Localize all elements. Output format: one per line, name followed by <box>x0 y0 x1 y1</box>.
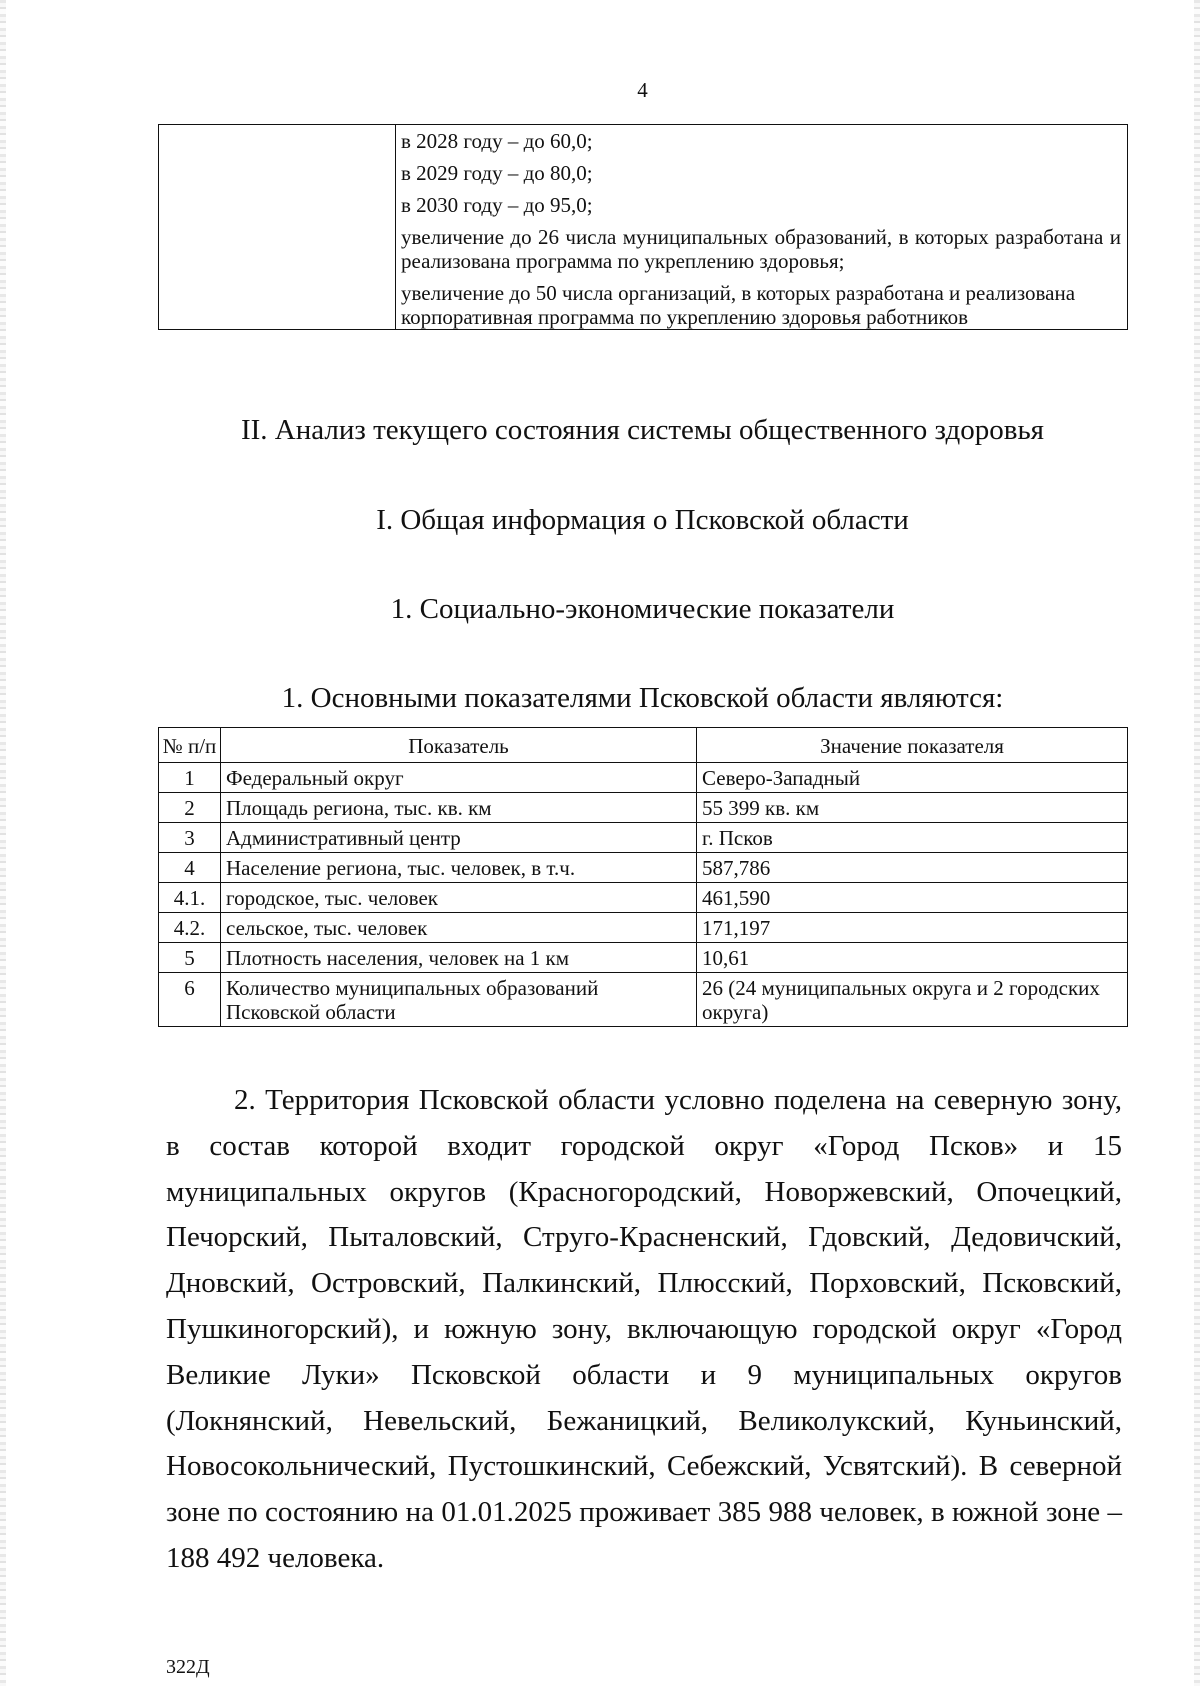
row-indicator: Административный центр <box>221 823 697 853</box>
header-value: Значение показателя <box>697 728 1128 763</box>
row-value: г. Псков <box>697 823 1128 853</box>
table-row <box>159 943 1128 973</box>
part-heading: I. Общая информация о Псковской области <box>376 504 909 536</box>
table-row <box>159 763 1128 793</box>
row-value: 55 399 кв. км <box>697 793 1128 823</box>
row-indicator: Площадь региона, тыс. кв. км <box>221 793 697 823</box>
target-line: увеличение до 50 числа организаций, в которых разработана и реализована корпоративная программа по укреплению здоровья работников <box>401 281 1076 329</box>
table-row <box>159 125 1128 330</box>
row-num: 4.2. <box>159 913 221 943</box>
document-code: 322Д <box>166 1656 210 1678</box>
table-row <box>159 853 1128 883</box>
row-value: Северо-Западный <box>697 763 1128 793</box>
table-header-row <box>159 728 1128 763</box>
row-num: 2 <box>159 793 221 823</box>
row-num: 1 <box>159 763 221 793</box>
section-heading: II. Анализ текущего состояния системы общественного здоровья <box>240 414 1045 446</box>
row-num: 6 <box>159 973 221 1027</box>
table-row <box>159 973 1128 1027</box>
row-num: 5 <box>159 943 221 973</box>
row-value: 171,197 <box>697 913 1128 943</box>
row-indicator: Федеральный округ <box>221 763 697 793</box>
subsection-heading: 1. Социально-экономические показатели <box>390 593 895 625</box>
table-row <box>159 823 1128 853</box>
targets-cell <box>396 125 1128 330</box>
row-indicator: Количество муниципальных образований Псковской области <box>221 973 697 1027</box>
table-row <box>159 913 1128 943</box>
row-value: 10,61 <box>697 943 1128 973</box>
row-num: 3 <box>159 823 221 853</box>
target-line: увеличение до 26 числа муниципальных образований, в которых разработана и реализована программа по укреплению здоровья; <box>401 225 1121 273</box>
row-num: 4.1. <box>159 883 221 913</box>
row-indicator: сельское, тыс. человек <box>221 913 697 943</box>
row-indicator: Население региона, тыс. человек, в т.ч. <box>221 853 697 883</box>
indicators-table <box>158 727 1128 1027</box>
row-indicator: Плотность населения, человек на 1 км <box>221 943 697 973</box>
row-value: 461,590 <box>697 883 1128 913</box>
targets-table <box>158 124 1128 330</box>
territory-paragraph: 2. Территория Псковской области условно поделена на северную зону, в состав которой входит городской округ «Город Псков» и 15 муниципальных округов (Красногородский, Новоржевский, Опочецкий, Печорский, Пыталовский, Струго-Красненский, Гдовский, Дедовичский, Дновский, Островский, Палкинский, Плюсский, Порховский, Псковский, Пушкиногорский), и южную зону, включающую городской округ «Город Великие Луки» Псковской области и 9 муниципальных округов (Локнянский, Невельский, Бежаницкий, Великолукский, Куньинский, Новосокольнический, Пустошкинский, Себежский, Усвятский). В северной зоне по состоянию на 01.01.2025 проживает 385 988 человек, в южной зоне – 188 492 человека. <box>166 1084 1122 1574</box>
header-indicator: Показатель <box>221 728 697 763</box>
target-line: в 2030 году – до 95,0; <box>401 193 593 217</box>
row-indicator: городское, тыс. человек <box>221 883 697 913</box>
header-num: № п/п <box>159 728 221 763</box>
table-row <box>159 793 1128 823</box>
row-num: 4 <box>159 853 221 883</box>
target-line: в 2028 году – до 60,0; <box>401 129 593 153</box>
target-line: в 2029 году – до 80,0; <box>401 161 593 185</box>
page-number: 4 <box>637 78 648 102</box>
table-row <box>159 883 1128 913</box>
scan-edge-left <box>0 0 6 1686</box>
indicators-intro: 1. Основными показателями Псковской области являются: <box>281 682 1004 714</box>
scan-edge-right <box>1194 0 1200 1686</box>
row-value: 26 (24 муниципальных округа и 2 городских округа) <box>697 973 1128 1027</box>
table-cell-empty <box>159 125 396 330</box>
row-value: 587,786 <box>697 853 1128 883</box>
